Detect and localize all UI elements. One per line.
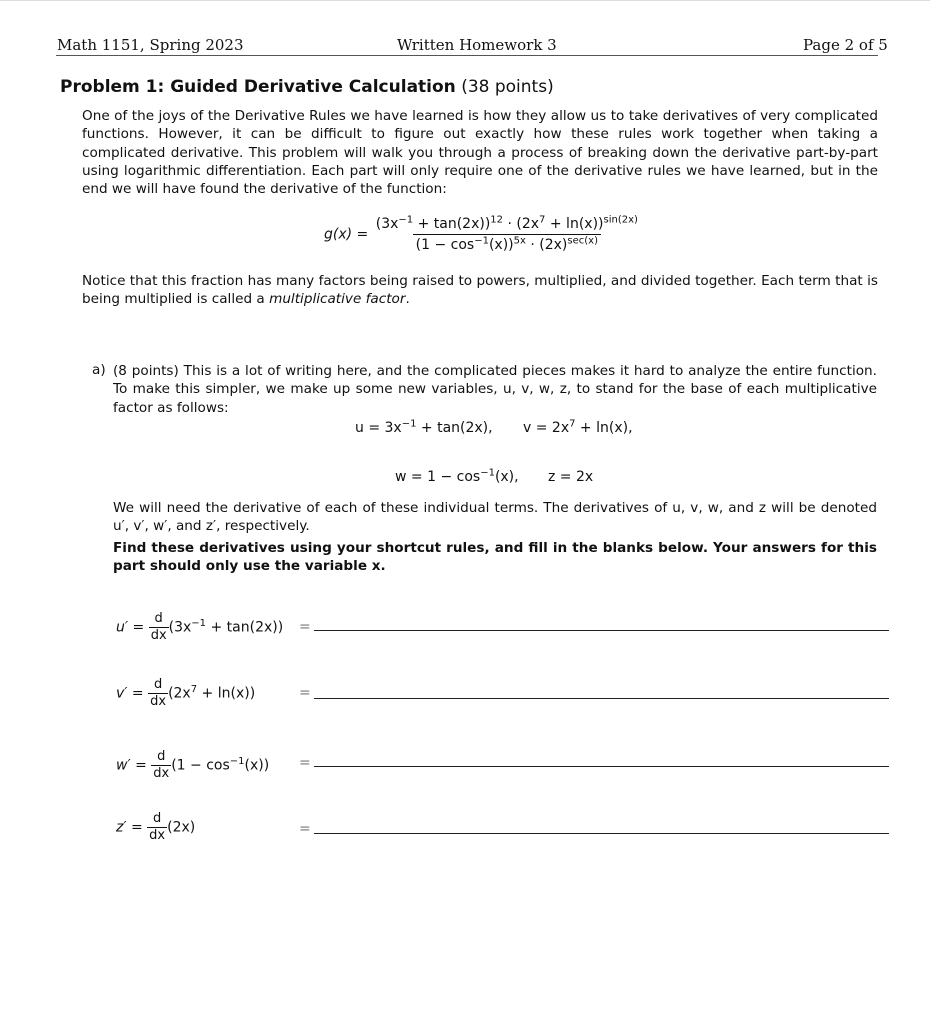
notice-paragraph: Notice that this fraction has many factors being raised to powers, multiplied, and divided together. Each term that is being multiplied is called a multiplicative factor. <box>82 273 878 308</box>
definition-v: $v = 2x^7 + \ln(x)$, <box>523 418 633 436</box>
formula-numerator: $(3x^{-1} + \tan(2x))^{12} \cdot (2x^7 + \ln(x))^{sin(2x)}$ <box>375 214 638 232</box>
equals-sign: = <box>299 755 311 771</box>
d-dx-fraction: $\frac{d}{dx}$ <box>150 611 167 643</box>
answer-blank-u[interactable] <box>314 630 889 631</box>
definition-z: z = 2x <box>548 469 594 485</box>
equals-sign: = <box>299 619 311 635</box>
problem-title-text: Problem 1: Guided Derivative Calculation <box>60 77 456 97</box>
derivative-w-row: w′ = $\frac{d}{dx}$ $(1 - \cos^{-1}(x))$ <box>116 749 270 781</box>
top-border <box>0 0 930 1</box>
formula-denominator: $(1 - \cos^{-1}(x))^{5x} \cdot (2x)^{sec(x)}$ <box>413 234 601 253</box>
d-dx-fraction: $\frac{d}{dx}$ <box>149 811 166 843</box>
problem-points: (38 points) <box>461 77 554 97</box>
formula-lhs: g(x) = <box>324 226 369 243</box>
course-label: Math 1151, Spring 2023 <box>57 36 244 54</box>
main-formula <box>324 216 641 253</box>
part-a-text: (8 points) This is a lot of writing here, and the complicated pieces makes it hard to analyze the entire function. To make this simpler, we make up some new variables, u, v, w, z, to stand for the base of each multiplicative factor as follows: <box>113 363 877 416</box>
answer-blank-w[interactable] <box>314 766 889 767</box>
answer-blank-z[interactable] <box>314 833 889 834</box>
part-a-points: (8 points) <box>113 363 179 379</box>
instruction-paragraph: Find these derivatives using your shortcut rules, and fill in the blanks below. Your answers for this part should only use the variable x. <box>113 540 877 575</box>
formula-fraction <box>373 216 641 253</box>
d-dx-fraction: $\frac{d}{dx}$ <box>150 677 167 709</box>
assignment-label: Written Homework 3 <box>397 36 557 54</box>
derivative-z-row: z′ = $\frac{d}{dx}$ (2x) <box>116 811 196 843</box>
intro-paragraph: One of the joys of the Derivative Rules we have learned is how they allow us to take derivatives of very complicated functions. However, it can be difficult to figure out exactly how these rules work together when taking a complicated derivative. This problem will walk you through a process of breaking down the derivative part-by-part using logarithmic differentiation. Each part will only require one of the derivative rules we have learned, but in the end we will have found the derivative of the function: <box>82 108 878 198</box>
multiplicative-factor-term: multiplicative factor <box>269 291 406 308</box>
derivative-v-row: v′ = $\frac{d}{dx}$ $(2x^7 + \ln(x))$ <box>116 677 256 709</box>
d-dx-fraction: $\frac{d}{dx}$ <box>153 749 170 781</box>
header-rule <box>56 55 878 56</box>
equals-sign: = <box>299 821 311 837</box>
page-number: Page 2 of 5 <box>803 36 888 54</box>
need-paragraph: We will need the derivative of each of these individual terms. The derivatives of u, v, w, and z will be denoted u′, v′, w′, and z′, respectively. <box>113 500 877 535</box>
derivative-u-row: u′ = $\frac{d}{dx}$ $(3x^{-1} + \tan(2x))$ <box>116 611 284 643</box>
problem-title <box>60 77 554 97</box>
definition-w: $w = 1 - \cos^{-1}(x)$, <box>395 467 519 485</box>
equals-sign: = <box>299 685 311 701</box>
answer-blank-v[interactable] <box>314 698 889 699</box>
definition-u: $u = 3x^{-1} + \tan(2x)$, <box>355 418 493 436</box>
part-a-label: a) <box>92 362 106 378</box>
